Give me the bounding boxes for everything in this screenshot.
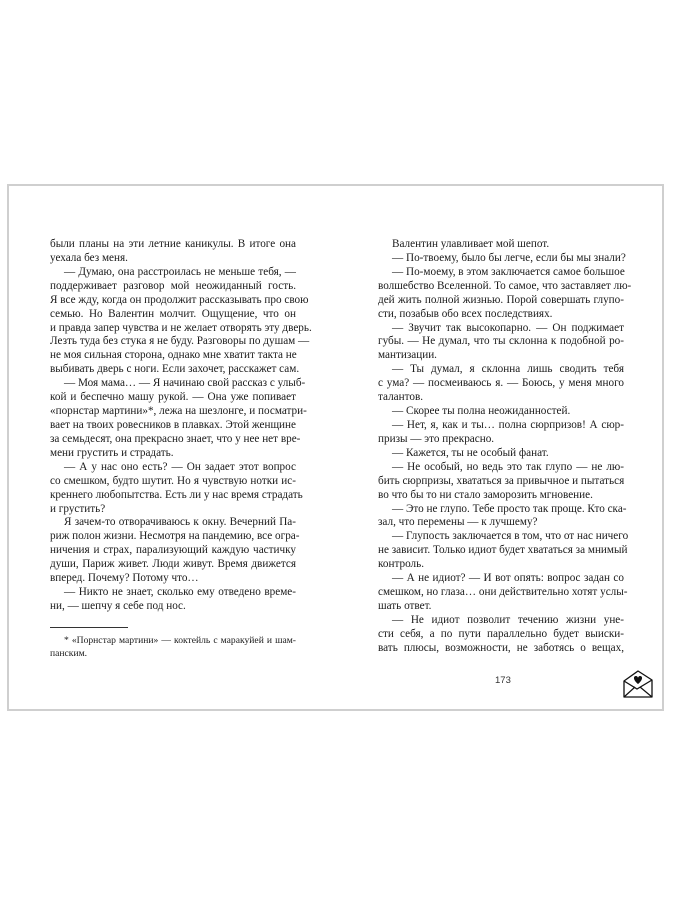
text-line: волшебство Вселенной. То самое, что заставляет лю-	[378, 279, 632, 292]
text-line: креннего любопытства. Есть ли у нас время страдать	[50, 488, 303, 501]
text-line: сти, позабыв обо всех последствиях.	[378, 307, 553, 320]
text-line: вать плюсы, возможности, не заботясь о вещах,	[378, 641, 624, 654]
text-line: — Моя мама… — Я начинаю свой рассказ с улыб-	[64, 377, 306, 390]
page-number: 173	[495, 675, 511, 686]
text-line: — Кажется, ты не особый фанат.	[392, 446, 549, 459]
text-line: смешком, но глаза… они действительно хотят услы-	[378, 586, 628, 599]
text-line: не зависит. Только идиот будет хвататься за мнимый	[378, 544, 628, 557]
text-line: контроль.	[378, 558, 424, 571]
text-line: — Не особый, но ведь это так глупо — не лю-	[392, 460, 624, 473]
text-line: за семьдесят, она прекрасно знает, что у нее нет вре-	[50, 432, 301, 445]
text-line: и правда запер чувства и не желает отворять эту дверь.	[50, 321, 312, 334]
text-line: бить сюрпризы, хвататься за привычное и пытаться	[378, 474, 625, 487]
text-line: зал, что перемены — к лучшему?	[378, 516, 538, 529]
text-line: — Звучит так высокопарно. — Он поджимает	[392, 321, 624, 334]
text-line: души, Париж живет. Люди живут. Время движется	[50, 558, 296, 571]
text-line: были планы на эти летние каникулы. В итоге она	[50, 238, 296, 250]
text-line: — Думаю, она расстроилась не меньше тебя, —	[64, 265, 296, 278]
text-line: мени грустить и страдать.	[50, 446, 174, 459]
text-line: — Скорее ты полна неожиданностей.	[392, 405, 571, 418]
text-line: — А не идиот? — И вот опять: вопрос задан со	[392, 572, 624, 585]
text-line: выбивать дверь с ноги. Если захочет, расскажет сам.	[50, 363, 300, 376]
text-line: — Не идиот позволит течению жизни уне-	[392, 613, 624, 626]
text-line: — Ты думал, я склонна лишь сводить тебя	[392, 363, 624, 376]
footnote	[50, 634, 296, 660]
text-line: Лезть туда без стука я не буду. Разговоры по душам —	[50, 335, 310, 348]
text-line: призы — это прекрасно.	[378, 432, 495, 445]
text-line: во что бы то ни стало заморозить мгновение.	[378, 488, 593, 501]
text-line: — Это не глупо. Тебе просто так проще. Кто ска-	[392, 502, 627, 515]
text-line: вает на твоих ровесников в плавках. Этой женщине	[50, 418, 296, 431]
text-line: уехала без меня.	[50, 251, 128, 264]
left-page-text	[50, 238, 312, 614]
text-line: риж полон жизни. Несмотря на пандемию, все огра-	[50, 530, 300, 543]
text-line: — А у нас оно есть? — Он задает этот вопрос	[64, 460, 296, 473]
text-line: — Нет, я, как и ты… полна сюрпризов! А сюр-	[392, 418, 624, 431]
text-line: и грустить?	[50, 502, 106, 515]
text-line: — По-моему, в этом заключается самое большое	[392, 265, 625, 278]
text-line: вперед. Почему? Потому что…	[50, 572, 199, 585]
text-line: не моя сильная сторона, однако мне хватит такта не	[50, 349, 297, 362]
text-line: губы. — Не думал, что ты склонна к подобной ро-	[378, 335, 624, 348]
text-line: талантов.	[378, 391, 424, 404]
text-line: со смешком, будто шутит. Но я чувствую нотки ис-	[50, 474, 296, 487]
envelope-heart-icon	[621, 668, 655, 700]
footnote-line: * «Порнстар мартини» — коктейль с маракуйей и шам-	[64, 635, 296, 646]
right-page-text	[378, 238, 632, 656]
text-line: Валентин улавливает мой шепот.	[392, 238, 550, 250]
text-line: «порнстар мартини»*, лежа на шезлонге, и посматри-	[50, 405, 307, 418]
text-line: с ума? — посмеиваюсь я. — Боюсь, у меня много	[378, 377, 624, 390]
text-line: поддерживает разговор мой неожиданный гость.	[50, 279, 296, 292]
text-line: ни, — шепчу я себе под нос.	[50, 599, 186, 612]
text-line: мантизации.	[378, 349, 437, 362]
text-line: семью. Но Валентин молчит. Ощущение, что он	[50, 307, 296, 320]
footnote-rule	[50, 627, 128, 628]
text-line: Я зачем-то отворачиваюсь к окну. Вечерний Па-	[64, 516, 296, 529]
text-line: шать ответ.	[378, 599, 432, 612]
text-line: Я все жду, когда он продолжит рассказывать про свою	[50, 293, 309, 306]
text-line: — Глупость заключается в том, что от нас ничего	[392, 530, 629, 543]
text-line: дей жить полной жизнью. Порой совершать глупо-	[378, 293, 624, 306]
text-line: — По-твоему, было бы легче, если бы мы знали?	[392, 251, 626, 264]
text-line: ничения и страх, парализующий каждую частичку	[50, 544, 296, 557]
footnote-line: панским.	[50, 648, 88, 659]
text-line: сти себя, а по пути параллельно будет выиски-	[378, 627, 624, 640]
text-line: кой и беспечно машу рукой. — Она уже попивает	[50, 391, 296, 404]
text-line: — Никто не знает, сколько ему отведено време-	[64, 586, 296, 599]
